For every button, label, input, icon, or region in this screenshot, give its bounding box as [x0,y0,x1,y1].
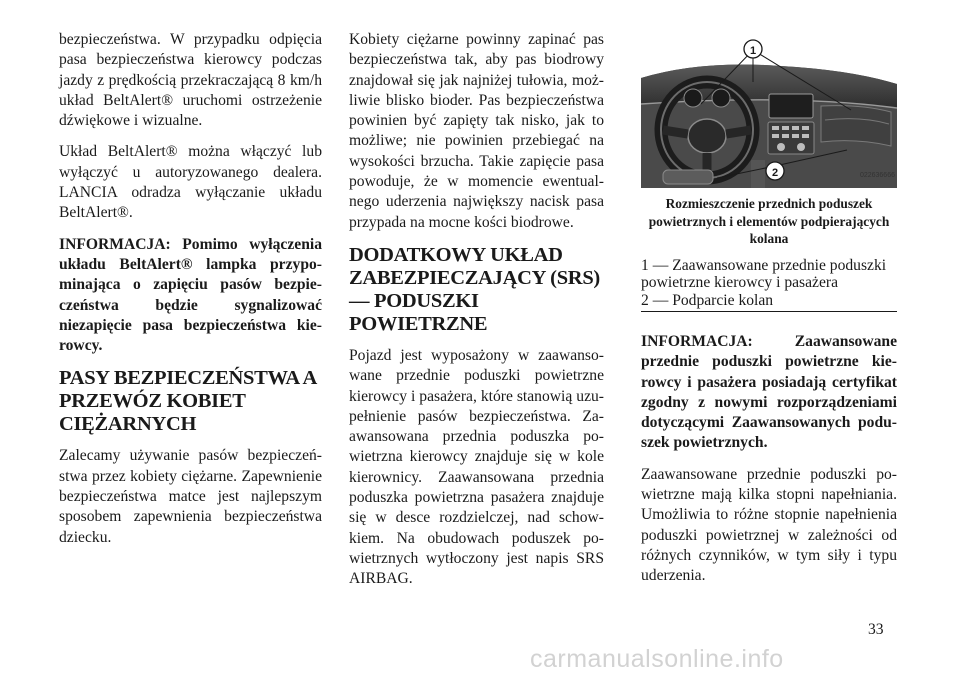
figure-caption: Rozmieszczenie przednich poduszek powietrznych i elementów podpierających kolana [648,196,890,246]
paragraph-beltalert-dealer: Układ BeltAlert® można włączyć lub wyłączyć u autoryzowanego dealera. LANCIA odradza wyłączanie układu BeltAlert®. [59,143,322,222]
legend-item-airbags: 1 — Zaawansowane przednie poduszki powietrzne kierowcy i pasażera [641,256,887,291]
paragraph-beltalert-warning: bezpieczeństwa. W przypadku odpięcia pasa bezpieczeństwa kierowcy podczas jazdy z prędkością przekraczającą 8 km/h układ BeltAlert® uruchomi ostrzeżenie dźwiękowe i wizualne. [59,31,322,130]
paragraph-inflation-stages: Zaawansowane przednie poduszki powietrzne mają kilka stopni napełniania. Umożliwia to różne stopnie napełnienia poduszki powietrznej w zależności od różnych czynników, w tym siły i typu uderzenia. [641,465,897,585]
figure-legend [641,257,897,313]
column-middle [349,30,604,601]
callout-2: 2 [771,167,779,179]
column-right [641,30,897,598]
callout-1: 1 [749,45,757,57]
note-beltalert: INFORMACJA: Pomimo wyłączenia układu BeltAlert® lampka przypominająca o zapięciu pasów bezpieczeństwa będzie sygnalizować niezapięcie pasa bezpieczeństwa kierowcy. [59,235,322,355]
heading-srs-airbags: DODATKOWY UKŁAD ZABEZPIECZAJĄCY (SRS) — PODUSZKI POWIETRZNE [349,243,600,335]
watermark-text: carmanualsonline.info [530,645,784,673]
figure-code: 022636666 [859,171,895,179]
heading-pregnant-women: PASY BEZPIECZEŃSTWA A PRZEWÓZ KOBIET CIĘŻARNYCH [59,367,316,436]
paragraph-airbag-description: Pojazd jest wyposażony w zaawansowane przednie poduszki powietrzne kierowcy i pasażera, które stanowią uzupełnienie pasów bezpieczeństwa. Zaawansowana przednia poduszka powietrzna kierowcy znajduje się w kole kierownicy. Zaawansowana przednia poduszka powietrzna pasażera znajduje się w desce rozdzielczej, nad schowkiem. Na obudowach poduszek powietrznych wytłoczony jest napis SRS AIRBAG. [349,346,604,588]
legend-item-knee-bolster: 2 — Podparcie kolan [641,291,774,309]
column-left [59,30,322,559]
dashboard-illustration [641,38,897,188]
paragraph-pregnant-recommendation: Zalecamy używanie pasów bezpieczeństwa przez kobiety ciężarne. Zapewnienie bezpieczeństwa matce jest najlepszym sposobem zapewnienia bezpieczeństwa dziecku. [59,447,322,546]
paragraph-lap-belt-position: Kobiety ciężarne powinny zapinać pas bezpieczeństwa tak, aby pas biodrowy znajdował się jak najniżej tułowia, możliwie blisko bioder. Pas bezpieczeństwa powinien być zapięty tak nisko, jak to możliwe; nie powinien przebiegać na wysokości brzucha. Takie zapięcie pasa powoduje, że w momencie ewentualnego uderzenia największy nacisk pasa przypada na mocne kości biodrowe. [349,31,604,231]
page-number: 33 [868,621,884,638]
note-airbag-certification: INFORMACJA: Zaawansowane przednie poduszki powietrzne kierowcy i pasażera posiadają certyfikat zgodny z nowymi rozporządzeniami dotyczącymi Zaawansowanych poduszek powietrznych. [641,333,897,452]
